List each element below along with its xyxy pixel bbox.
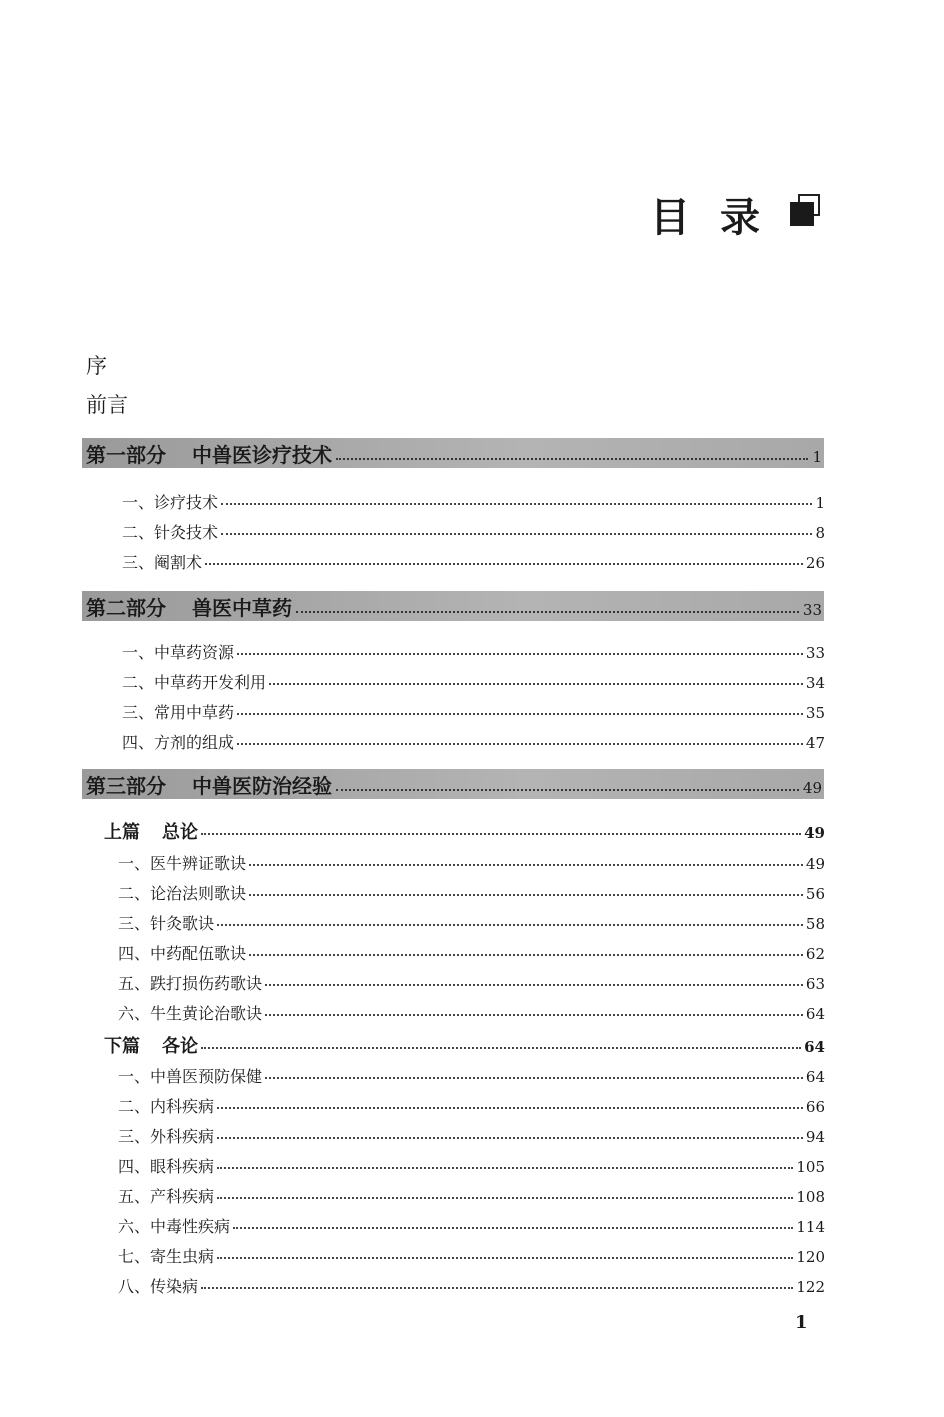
toc-entry[interactable] xyxy=(118,851,825,874)
entry-label: 八、传染病 xyxy=(118,1277,199,1296)
toc-entry[interactable] xyxy=(122,730,825,753)
entry-label: 四、中药配伍歌诀 xyxy=(118,944,247,963)
entry-page: 120 xyxy=(796,1248,825,1266)
entry-page: 49 xyxy=(805,855,825,873)
entry-page: 8 xyxy=(815,524,825,542)
entry-page: 108 xyxy=(796,1188,825,1206)
toc-entry[interactable] xyxy=(122,670,825,693)
leader-dots xyxy=(269,683,803,685)
entry-page: 62 xyxy=(805,945,825,963)
entry-page: 34 xyxy=(805,674,825,692)
entry-label: 三、外科疾病 xyxy=(118,1127,215,1146)
page-number: 1 xyxy=(795,1312,808,1333)
toc-part-1[interactable] xyxy=(82,438,824,468)
section-page: 49 xyxy=(804,824,825,842)
toc-entry[interactable] xyxy=(118,1154,825,1177)
entry-label: 六、牛生黄论治歌诀 xyxy=(118,1004,263,1023)
toc-entry[interactable] xyxy=(118,1124,825,1147)
title-char-1: 目 xyxy=(650,195,690,241)
entry-page: 33 xyxy=(805,644,825,662)
entry-page: 64 xyxy=(805,1005,825,1023)
leader-dots xyxy=(217,1167,793,1169)
leader-dots xyxy=(249,954,803,956)
part-label: 第二部分 xyxy=(86,595,166,620)
entry-page: 58 xyxy=(805,915,825,933)
leader-dots xyxy=(221,533,812,535)
part-page: 49 xyxy=(802,779,822,797)
leader-dots xyxy=(265,1077,803,1079)
leader-dots xyxy=(249,894,803,896)
section-label: 下篇 xyxy=(104,1036,140,1057)
leader-dots xyxy=(205,563,803,565)
title-char-2: 录 xyxy=(720,195,760,241)
leader-dots xyxy=(296,611,799,613)
leader-dots xyxy=(217,1257,793,1259)
entry-page: 63 xyxy=(805,975,825,993)
toc-entry[interactable] xyxy=(118,881,825,904)
entry-label: 五、跌打损伤药歌诀 xyxy=(118,974,263,993)
section-title: 各论 xyxy=(162,1036,198,1057)
toc-entry[interactable] xyxy=(122,520,825,543)
leader-dots xyxy=(221,503,812,505)
toc-entry[interactable] xyxy=(122,640,825,663)
toc-entry[interactable] xyxy=(118,1244,825,1267)
entry-label: 四、眼科疾病 xyxy=(118,1157,215,1176)
leader-dots xyxy=(217,1137,803,1139)
leader-dots xyxy=(237,713,803,715)
entry-label: 五、产科疾病 xyxy=(118,1187,215,1206)
toc-entry[interactable] xyxy=(118,1184,825,1207)
entry-page: 114 xyxy=(796,1218,825,1236)
entry-page: 35 xyxy=(805,704,825,722)
page-title xyxy=(650,186,760,243)
toc-entry[interactable] xyxy=(118,971,825,994)
toc-preface[interactable]: 序 xyxy=(86,354,107,378)
toc-entry[interactable] xyxy=(122,550,825,573)
entry-label: 四、方剂的组成 xyxy=(122,733,235,752)
leader-dots xyxy=(201,1047,801,1049)
leader-dots xyxy=(265,1014,803,1016)
section-title: 总论 xyxy=(162,822,198,843)
part-title: 中兽医诊疗技术 xyxy=(192,442,332,467)
part-page: 33 xyxy=(802,601,822,619)
leader-dots xyxy=(265,984,803,986)
toc-foreword[interactable]: 前言 xyxy=(86,393,128,417)
entry-page: 66 xyxy=(805,1098,825,1116)
entry-label: 七、寄生虫病 xyxy=(118,1247,215,1266)
toc-entry[interactable] xyxy=(118,1214,825,1237)
toc-part-3[interactable] xyxy=(82,769,824,799)
toc-entry[interactable] xyxy=(118,911,825,934)
toc-entry[interactable] xyxy=(122,490,825,513)
toc-section-specific[interactable] xyxy=(104,1032,825,1058)
toc-entry[interactable] xyxy=(118,1064,825,1087)
section-page: 64 xyxy=(804,1038,825,1056)
toc-entry[interactable] xyxy=(118,941,825,964)
entry-label: 二、论治法则歌诀 xyxy=(118,884,247,903)
entry-label: 三、阉割术 xyxy=(122,553,203,572)
leader-dots xyxy=(237,743,803,745)
part-page: 1 xyxy=(812,448,822,466)
leader-dots xyxy=(336,789,799,791)
leader-dots xyxy=(217,1197,793,1199)
toc-entry[interactable] xyxy=(122,700,825,723)
part-title: 中兽医防治经验 xyxy=(192,773,332,798)
entry-label: 一、中草药资源 xyxy=(122,643,235,662)
toc-section-general[interactable] xyxy=(104,818,825,844)
part-label: 第三部分 xyxy=(86,773,166,798)
toc-entry[interactable] xyxy=(118,1274,825,1297)
leader-dots xyxy=(217,1107,803,1109)
entry-label: 二、针灸技术 xyxy=(122,523,219,542)
title-square-mark xyxy=(790,194,818,222)
entry-label: 三、常用中草药 xyxy=(122,703,235,722)
square-fill-shape xyxy=(790,202,814,226)
leader-dots xyxy=(201,833,801,835)
entry-page: 105 xyxy=(796,1158,825,1176)
leader-dots xyxy=(233,1227,793,1229)
entry-page: 122 xyxy=(796,1278,825,1296)
entry-page: 56 xyxy=(805,885,825,903)
leader-dots xyxy=(237,653,803,655)
entry-label: 三、针灸歌诀 xyxy=(118,914,215,933)
toc-entry[interactable] xyxy=(118,1001,825,1024)
entry-page: 47 xyxy=(805,734,825,752)
entry-page: 64 xyxy=(805,1068,825,1086)
entry-label: 六、中毒性疾病 xyxy=(118,1217,231,1236)
entry-label: 二、内科疾病 xyxy=(118,1097,215,1116)
entry-label: 一、中兽医预防保健 xyxy=(118,1067,263,1086)
part-label: 第一部分 xyxy=(86,442,166,467)
leader-dots xyxy=(201,1287,793,1289)
part-title: 兽医中草药 xyxy=(192,595,292,620)
entry-page: 94 xyxy=(805,1128,825,1146)
leader-dots xyxy=(217,924,803,926)
entry-label: 二、中草药开发利用 xyxy=(122,673,267,692)
leader-dots xyxy=(249,864,803,866)
leader-dots xyxy=(336,458,808,460)
entry-page: 1 xyxy=(815,494,825,512)
entry-label: 一、医牛辨证歌诀 xyxy=(118,854,247,873)
entry-page: 26 xyxy=(805,554,825,572)
section-label: 上篇 xyxy=(104,822,140,843)
toc-entry[interactable] xyxy=(118,1094,825,1117)
toc-part-2[interactable] xyxy=(82,591,824,621)
entry-label: 一、诊疗技术 xyxy=(122,493,219,512)
